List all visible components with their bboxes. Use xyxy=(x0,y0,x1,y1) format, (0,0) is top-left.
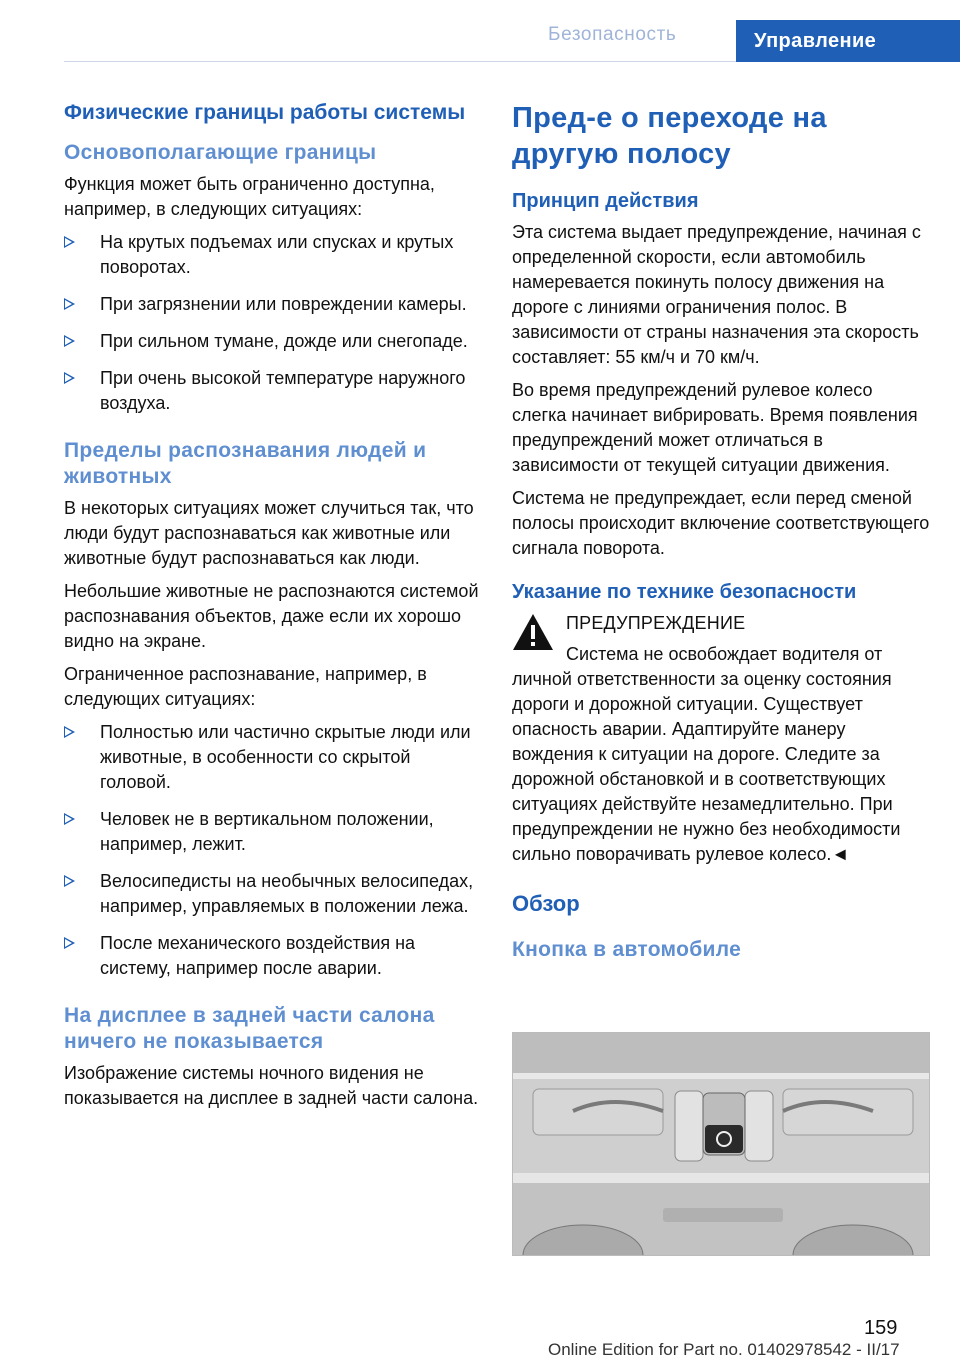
bullet-triangle-icon xyxy=(64,726,75,738)
list-item-text: Велосипедисты на необычных велосипедах, например, управляемых в положении лежа. xyxy=(100,871,474,916)
warning-text: Система не освобождает водителя от личной ответственности за оценку состояния дороги и дорожной ситуации. Существует опасность аварии. Адаптируйте манеру вождения к ситуации на дороге. Следите за дорожной обстановкой и в соответствующих ситуациях действуйте незамедлительно. При предупреждении не нужно без необходимости сильно поворачивать рулевое колесо.◄ xyxy=(512,644,901,864)
right-column xyxy=(512,100,930,969)
list-item xyxy=(64,329,479,354)
basic-limits-list xyxy=(64,230,479,416)
principle-paragraph-3: Система не предупреждает, если перед сменой полосы происходит включение соответствующего сигнала поворота. xyxy=(512,488,930,558)
list-item xyxy=(64,230,479,280)
list-item-text: Полностью или частично скрытые люди или животные, в особенности со скрытой головой. xyxy=(100,722,471,792)
subsection-principle: Принцип действия xyxy=(512,190,699,212)
spacer xyxy=(64,428,479,438)
warning-block xyxy=(512,611,930,867)
bullet-triangle-icon xyxy=(64,298,75,310)
spacer xyxy=(64,993,479,1003)
subsection-safety-note: Указание по технике безопасности xyxy=(512,581,857,603)
bullet-triangle-icon xyxy=(64,335,75,347)
principle-paragraph-2: Во время предупреждений рулевое колесо слегка начинает вибрировать. Время появления предупреждений может отличаться в зависимости от текущей ситуации движения. xyxy=(512,380,918,475)
bullet-triangle-icon xyxy=(64,937,75,949)
tab-control[interactable]: Управление xyxy=(736,20,960,62)
list-item-text: При очень высокой температуре наружного воздуха. xyxy=(100,368,466,413)
spacer xyxy=(512,569,930,579)
warning-title: ПРЕДУПРЕЖДЕНИЕ xyxy=(566,613,746,633)
list-item xyxy=(64,931,479,981)
recognition-paragraph-3: Ограниченное распознавание, например, в следующих ситуациях: xyxy=(64,664,427,709)
spacer xyxy=(512,867,930,891)
list-item-text: На крутых подъемах или спусках и крутых поворотах. xyxy=(100,232,454,277)
list-item xyxy=(64,807,479,857)
tab-safety[interactable]: Безопасность xyxy=(548,24,677,45)
subsection-basic-limits: Основополагающие границы xyxy=(64,141,377,164)
page-header xyxy=(0,0,960,62)
left-column xyxy=(64,100,479,1119)
bullet-triangle-icon xyxy=(64,372,75,384)
header-divider xyxy=(64,61,736,62)
vehicle-button-photo xyxy=(512,1032,930,1256)
recognition-paragraph-2: Небольшие животные не распознаются системой распознавания объектов, даже если их хорошо видно на экране. xyxy=(64,581,479,651)
list-item xyxy=(64,292,479,317)
edition-footer: Online Edition for Part no. 01402978542 - II/17 xyxy=(548,1340,900,1359)
subsection-rear-display: На дисплее в задней части салона ничего не показывается xyxy=(64,1004,435,1053)
recognition-paragraph-1: В некоторых ситуациях может случиться так, что люди будут распознаваться как животные или животные будут распознаваться как люди. xyxy=(64,498,474,568)
basic-intro-text: Функция может быть ограниченно доступна, например, в следующих ситуациях: xyxy=(64,174,435,219)
subsection-overview: Обзор xyxy=(512,891,580,916)
warning-triangle-icon xyxy=(512,613,554,651)
list-item xyxy=(64,366,479,416)
bullet-triangle-icon xyxy=(64,813,75,825)
page-number: 159 xyxy=(864,1317,898,1339)
subsection-recognition-limits: Пределы распознавания людей и животных xyxy=(64,439,427,488)
bullet-triangle-icon xyxy=(64,236,75,248)
list-item-text: При сильном тумане, дожде или снегопаде. xyxy=(100,331,468,351)
list-item xyxy=(64,720,479,795)
dashboard-controls-illustration xyxy=(513,1033,929,1255)
list-item-text: При загрязнении или повреждении камеры. xyxy=(100,294,467,314)
list-item-text: После механического воздействия на систему, например после аварии. xyxy=(100,933,416,978)
principle-paragraph-1: Эта система выдает предупреждение, начиная с определенной скорости, если автомобиль намеревается покинуть полосу движения на дороге с линиями ограничения полос. В зависимости от страны назначения эта скорость составляет: 55 км/ч и 70 км/ч. xyxy=(512,222,921,367)
subsection-button-in-vehicle: Кнопка в автомобиле xyxy=(512,938,742,961)
list-item xyxy=(64,869,479,919)
bullet-triangle-icon xyxy=(64,875,75,887)
section-title-lane-departure: Пред-е о переходе на другую полосу xyxy=(512,102,827,170)
rear-display-text: Изображение системы ночного видения не показывается на дисплее в задней части салона. xyxy=(64,1063,479,1108)
section-title-physical-limits: Физические границы работы системы xyxy=(64,101,466,124)
recognition-limits-list xyxy=(64,720,479,981)
list-item-text: Человек не в вертикальном положении, например, лежит. xyxy=(100,809,434,854)
